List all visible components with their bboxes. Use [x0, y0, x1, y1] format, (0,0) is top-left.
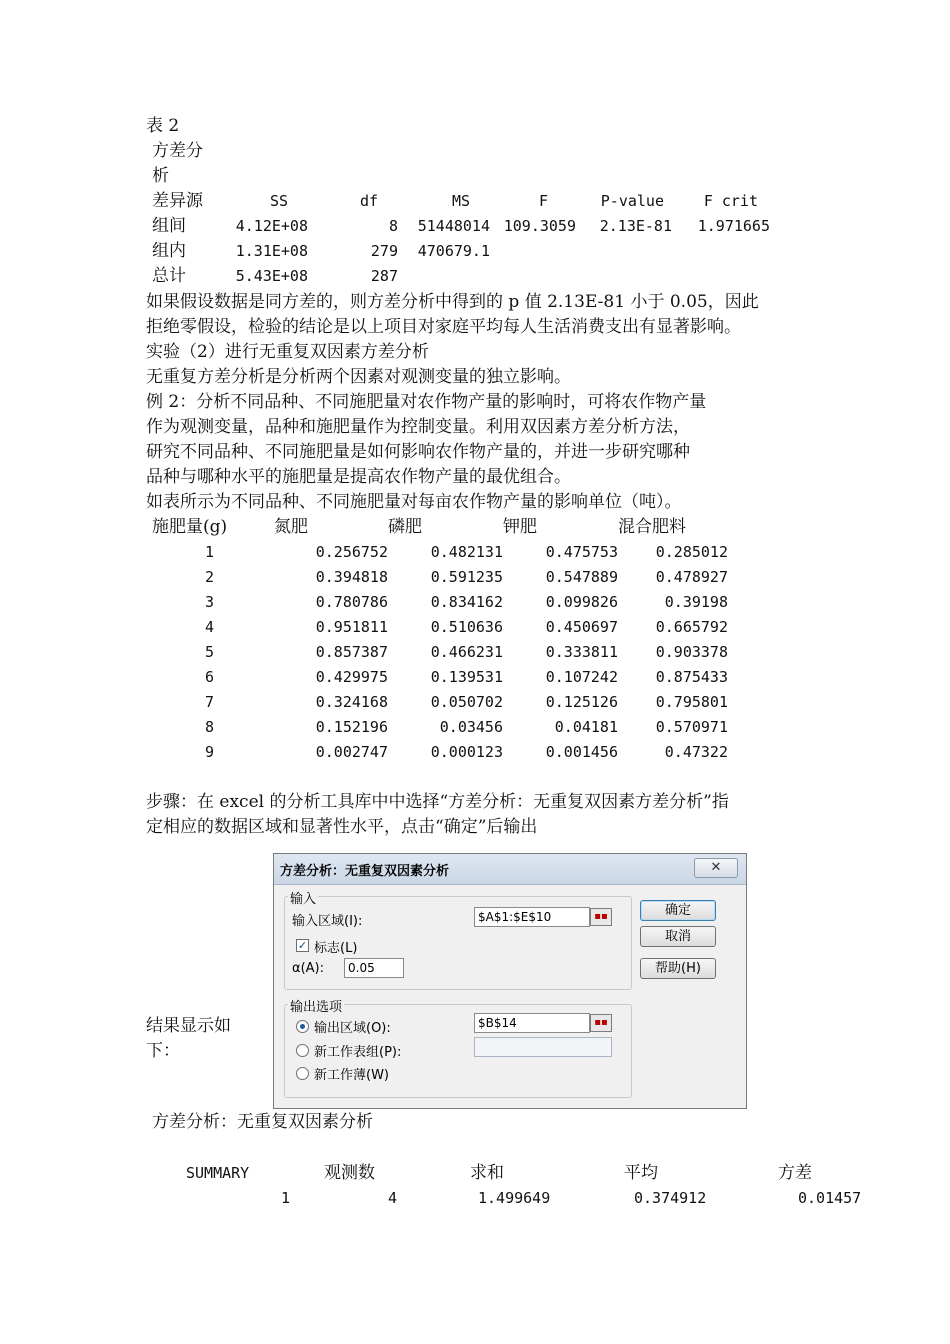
table-cell: 0.875433	[655, 668, 728, 686]
table-cell: 0.000123	[430, 743, 503, 761]
table-cell: 109.3059	[503, 217, 576, 235]
table-cell: 5.43E+08	[235, 267, 308, 285]
table-cell: 0.39198	[664, 593, 728, 611]
input-range-label: 输入区域(I):	[292, 914, 363, 929]
output-range-field[interactable]: $B$14	[474, 1013, 590, 1033]
paragraph: 研究不同品种、不同施肥量是如何影响农作物产量的，并进一步研究哪种	[146, 442, 690, 462]
table-cell	[576, 264, 672, 289]
table-cell: 4	[388, 1189, 398, 1207]
table-cell: 0.665792	[655, 618, 728, 636]
table-cell: 0.780786	[315, 593, 388, 611]
table-row	[152, 615, 728, 640]
result-title: 方差分析：无重复双因素分析	[152, 1112, 373, 1132]
table-cell: 0.03456	[439, 718, 503, 736]
new-workbook-label: 新工作薄(W)	[314, 1068, 389, 1083]
anova-title-cont: 析	[152, 166, 169, 186]
table-cell	[490, 239, 576, 264]
table-cell: 0.951811	[315, 618, 388, 636]
table-row	[186, 1186, 878, 1211]
table-row	[152, 214, 770, 239]
output-group-label: 输出选项	[288, 996, 344, 1015]
table-cell: 8	[388, 217, 398, 235]
table-cell: 0.01457	[798, 1189, 862, 1207]
result-label: 结果显示如	[146, 1016, 231, 1036]
table-cell: 0.394818	[315, 568, 388, 586]
table-cell: 0.107242	[545, 668, 618, 686]
header-cell: 平均	[624, 1163, 658, 1183]
table-cell: 470679.1	[417, 242, 490, 260]
close-icon[interactable]: ✕	[694, 858, 738, 878]
table-cell	[576, 239, 672, 264]
table-cell: 3	[204, 593, 214, 611]
input-group-label: 输入	[288, 888, 318, 907]
table-cell: 0.125126	[545, 693, 618, 711]
labels-checkbox-label: 标志(L)	[314, 941, 358, 956]
header-cell: 施肥量(g)	[152, 517, 228, 537]
paragraph: 拒绝零假设，检验的结论是以上项目对家庭平均每人生活消费支出有显著影响。	[146, 317, 741, 337]
paragraph: 无重复方差分析是分析两个因素对观测变量的独立影响。	[146, 367, 571, 387]
table-cell: 287	[370, 267, 398, 285]
table-header-row	[152, 515, 728, 540]
ok-button[interactable]: 确定	[640, 900, 716, 921]
result-label-cont: 下：	[146, 1041, 180, 1061]
table-cell: 0.04181	[554, 718, 618, 736]
anova-table	[152, 189, 770, 289]
header-cell: 观测数	[324, 1163, 375, 1183]
table-header-row	[152, 189, 770, 214]
table-row	[152, 740, 728, 765]
table-cell: 0.324168	[315, 693, 388, 711]
table-cell: 0.834162	[430, 593, 503, 611]
header-cell: P-value	[600, 192, 664, 210]
table-row	[152, 715, 728, 740]
anova-title: 方差分	[152, 141, 203, 161]
input-range-field[interactable]: $A$1:$E$10	[474, 907, 590, 927]
fertilizer-table	[152, 515, 728, 765]
table-cell: 0.001456	[545, 743, 618, 761]
table-row	[152, 239, 770, 264]
output-range-label: 输出区域(O):	[314, 1021, 391, 1036]
header-cell: F	[538, 192, 548, 210]
table-cell: 1.971665	[697, 217, 770, 235]
table-cell: 0.050702	[430, 693, 503, 711]
table-cell: 总计	[152, 266, 186, 286]
header-cell: SUMMARY	[186, 1164, 250, 1182]
table-cell: 4.12E+08	[235, 217, 308, 235]
header-cell: SS	[269, 192, 288, 210]
table-cell: 2	[204, 568, 214, 586]
paragraph: 步骤：在 excel 的分析工具库中中选择“方差分析：无重复双因素方差分析”指	[146, 792, 729, 812]
table-cell: 0.139531	[430, 668, 503, 686]
header-cell: F crit	[703, 192, 758, 210]
table-cell: 0.152196	[315, 718, 388, 736]
table-cell: 0.333811	[545, 643, 618, 661]
help-button[interactable]: 帮助(H)	[640, 958, 716, 979]
header-cell: df	[359, 192, 378, 210]
table-cell: 1	[204, 543, 214, 561]
new-workbook-radio[interactable]	[296, 1067, 309, 1080]
table-cell: 1.499649	[478, 1189, 551, 1207]
table-cell	[398, 264, 490, 289]
table-cell: 0.256752	[315, 543, 388, 561]
range-picker-icon[interactable]: ▪▪	[590, 908, 612, 926]
table-cell: 0.285012	[655, 543, 728, 561]
table-cell: 2.13E-81	[599, 217, 672, 235]
table-cell: 0.374912	[634, 1189, 707, 1207]
table-cell: 0.591235	[430, 568, 503, 586]
new-sheet-label: 新工作表组(P):	[314, 1045, 402, 1060]
alpha-field[interactable]: 0.05	[344, 958, 404, 978]
table-header-row	[186, 1161, 878, 1186]
table-cell: 0.547889	[545, 568, 618, 586]
dialog-title: 方差分析：无重复双因素分析	[280, 864, 450, 879]
new-sheet-field[interactable]	[474, 1037, 612, 1057]
table-cell: 0.482131	[430, 543, 503, 561]
table-cell: 5	[204, 643, 214, 661]
paragraph: 作为观测变量，品种和施肥量作为控制变量。利用双因素方差分析方法，	[146, 417, 690, 437]
summary-table	[186, 1161, 878, 1211]
paragraph: 定相应的数据区域和显著性水平，点击“确定”后输出	[146, 817, 538, 837]
cancel-button[interactable]: 取消	[640, 926, 716, 947]
output-range-radio[interactable]	[296, 1020, 309, 1033]
header-cell: MS	[451, 192, 470, 210]
table-cell: 0.466231	[430, 643, 503, 661]
table-cell: 组间	[152, 216, 186, 236]
table-cell: 0.099826	[545, 593, 618, 611]
dialog-titlebar	[274, 854, 746, 885]
header-cell: 磷肥	[388, 517, 422, 537]
table-cell: 组内	[152, 241, 186, 261]
table-cell	[672, 239, 770, 264]
table-cell: 7	[204, 693, 214, 711]
table-cell: 0.475753	[545, 543, 618, 561]
range-picker-icon[interactable]: ▪▪	[590, 1014, 612, 1032]
table-row	[152, 540, 728, 565]
table-cell	[672, 264, 770, 289]
table-row	[152, 264, 770, 289]
paragraph: 如表所示为不同品种、不同施肥量对每亩农作物产量的影响单位（吨）。	[146, 492, 682, 512]
table-cell: 51448014	[417, 217, 490, 235]
table-cell: 0.570971	[655, 718, 728, 736]
labels-checkbox[interactable]: ✓	[297, 939, 308, 952]
table-cell: 0.47322	[664, 743, 728, 761]
table-row	[152, 640, 728, 665]
table-cell: 9	[204, 743, 214, 761]
table-cell: 0.795801	[655, 693, 728, 711]
table-cell: 279	[370, 242, 398, 260]
header-cell: 差异源	[152, 191, 203, 211]
new-sheet-radio[interactable]	[296, 1044, 309, 1057]
header-cell: 混合肥料	[618, 517, 686, 537]
paragraph: 品种与哪种水平的施肥量是提高农作物产量的最优组合。	[146, 467, 571, 487]
anova-dialog	[273, 853, 747, 1109]
table-cell: 0.450697	[545, 618, 618, 636]
table-row	[152, 665, 728, 690]
table-cell: 0.857387	[315, 643, 388, 661]
table-cell: 6	[204, 668, 214, 686]
section-heading: 实验（2）进行无重复双因素方差分析	[146, 342, 429, 362]
table-cell: 0.903378	[655, 643, 728, 661]
table-caption: 表 2	[146, 116, 180, 136]
paragraph: 例 2：分析不同品种、不同施肥量对农作物产量的影响时，可将农作物产量	[146, 392, 707, 412]
table-row	[152, 590, 728, 615]
table-row	[152, 565, 728, 590]
table-cell: 1.31E+08	[235, 242, 308, 260]
table-cell: 0.002747	[315, 743, 388, 761]
table-cell	[490, 264, 576, 289]
header-cell: 求和	[470, 1163, 504, 1183]
table-cell: 0.510636	[430, 618, 503, 636]
header-cell: 氮肥	[274, 517, 308, 537]
paragraph: 如果假设数据是同方差的，则方差分析中得到的 p 值 2.13E-81 小于 0.05，因此	[146, 292, 759, 312]
table-row	[152, 690, 728, 715]
table-cell: 1	[280, 1189, 290, 1207]
table-cell: 0.429975	[315, 668, 388, 686]
header-cell: 方差	[778, 1163, 812, 1183]
table-cell: 0.478927	[655, 568, 728, 586]
table-cell: 4	[204, 618, 214, 636]
alpha-label: α(A):	[292, 961, 324, 976]
header-cell: 钾肥	[503, 517, 537, 537]
table-cell: 8	[204, 718, 214, 736]
